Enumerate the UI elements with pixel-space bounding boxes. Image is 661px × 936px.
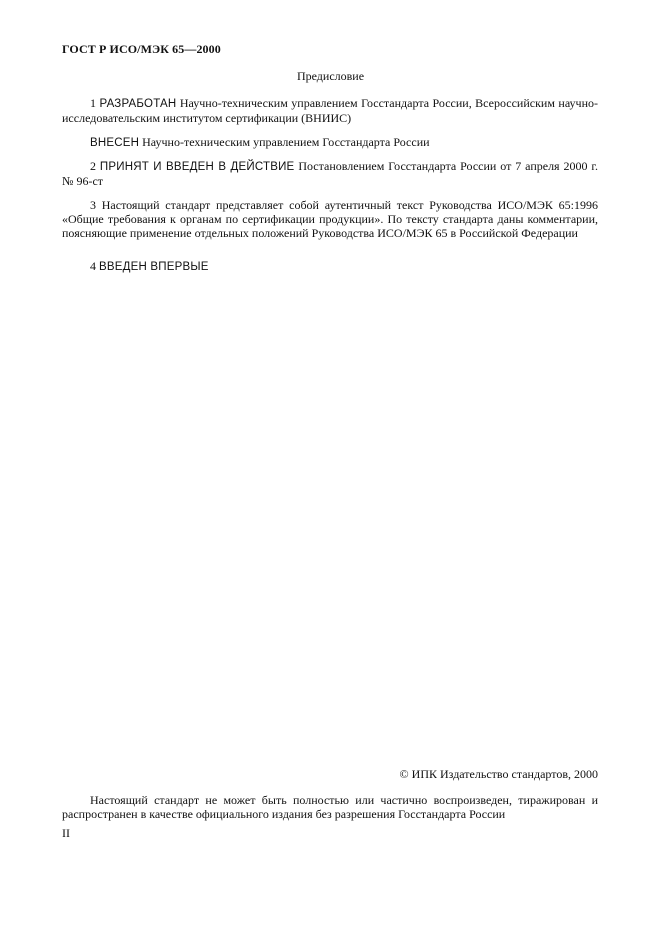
paragraph-text: Научно-техническим управлением Госстандарта России, Всероссийским научно-исследовательским институтом сертификации (ВНИИС) [62, 96, 598, 125]
paragraph-lead: ПРИНЯТ И ВВЕДЕН В ДЕЙСТВИЕ [99, 161, 295, 173]
preface-title: Предисловие [296, 69, 365, 83]
paragraph-number: 2 [90, 159, 96, 173]
paragraph-number: 1 [90, 96, 96, 110]
paragraph-authentic-text [62, 198, 598, 240]
notice-text: Настоящий стандарт не может быть полностью или частично воспроизведен, тиражирован и распространен в качестве официального издания без разрешения Госстандарта России [62, 793, 598, 821]
standard-code-header: ГОСТ Р ИСО/МЭК 65—2000 [62, 42, 221, 56]
paragraph-text: Научно-техническим управлением Госстандарта России [139, 135, 430, 149]
paragraph-number: 3 [90, 198, 96, 212]
reproduction-notice [62, 793, 598, 821]
paragraph-adopted [62, 159, 598, 188]
paragraph-text: Настоящий стандарт представляет собой аутентичный текст Руководства ИСО/МЭК 65:1996 «Общие требования к органам по сертификации продукции». По тексту стандарта даны комментарии, поясняющие применение отдельных положений Руководства ИСО/МЭК 65 в Российской Федерации [62, 198, 598, 240]
paragraph-lead: ВНЕСЕН [90, 137, 140, 149]
page-number: II [62, 826, 70, 840]
paragraph-lead: РАЗРАБОТАН [99, 98, 177, 110]
copyright-line: © ИПК Издательство стандартов, 2000 [399, 767, 598, 781]
paragraph-lead: ВВЕДЕН ВПЕРВЫЕ [99, 261, 209, 273]
paragraph-number: 4 [90, 259, 96, 273]
paragraph-text: Постановлением Госстандарта России от 7 апреля 2000 г. № 96-ст [62, 159, 598, 188]
paragraph-submitted-by [62, 135, 598, 150]
paragraph-first-introduced [62, 259, 598, 274]
paragraph-developed-by [62, 96, 598, 125]
